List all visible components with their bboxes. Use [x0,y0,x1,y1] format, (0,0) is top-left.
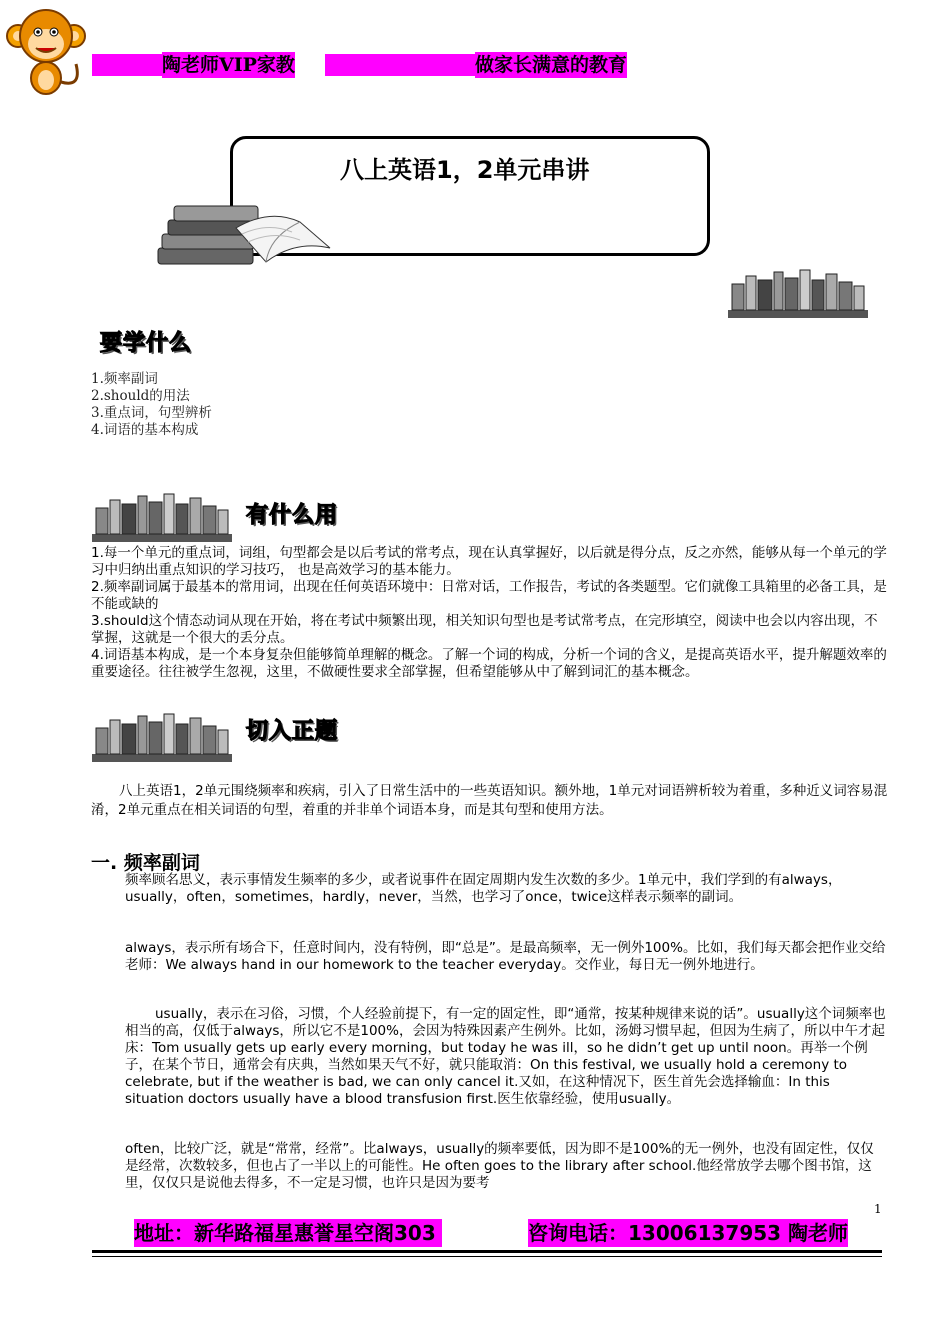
list-item: 2.should的用法 [91,388,190,404]
footer-phone: 咨询电话：13006137953 陶老师 [528,1221,849,1245]
list-item: 3.重点词，句型辨析 [91,405,212,421]
header-brand: 陶老师VIP家教 [162,54,295,76]
bookshelf-icon [90,710,234,764]
use-list [91,545,891,681]
footer-rule [92,1250,882,1253]
section-heading-learn: 要学什么 [100,331,193,356]
list-item: 4.词语基本构成，是一个本身复杂但能够简单理解的概念。了解一个词的构成，分析一个词的含义，是提高英语水平，提升解题效率的重要途径。往往被学生忽视，这里，不做硬性要求全部掌握，但希望能够从中了解到词汇的基本概念。 [91,647,887,680]
body-paragraph: often，比较广泛，就是“常常，经常”。比always，usually的频率要低，因为即不是100%的无一例外，也没有固定性，仅仅是经常，次数较多，但也占了一半以上的可能性。He often goes to the library after school.他经常放学去哪个图书馆，这里，仅仅只是说他去得多，不一定是习惯，也许只是因为要考 [125,1141,874,1191]
intro-paragraph: 八上英语1，2单元围绕频率和疾病，引入了日常生活中的一些英语知识。额外地，1单元对词语辨析较为着重，多种近义词容易混淆，2单元重点在相关词语的句型，着重的并非单个词语本身，而是其句型和使用方法。 [91,783,888,818]
list-item: 3.should这个情态动词从现在开始，将在考试中频繁出现，相关知识句型也是考试常考点，在完形填空，阅读中也会以内容出现，不掌握，这就是一个很大的丢分点。 [91,613,878,646]
body-paragraph: always，表示所有场合下，任意时间内，没有特例，即“总是”。是最高频率，无一例外100%。比如，我们每天都会把作业交给老师：We always hand in our homework to the teacher everyday。交作业，每日无一例外地进行。 [125,940,886,973]
body-paragraph: 频率顾名思义，表示事情发生频率的多少，或者说事件在固定周期内发生次数的多少。1单元中，我们学到的有always，usually，often，sometimes，hardly，never，当然，也学习了once，twice这样表示频率的副词。 [125,872,842,905]
header-slogan: 做家长满意的教育 [475,54,628,76]
list-item: 4.词语的基本构成 [91,422,199,438]
list-item: 2.频率副词属于最基本的常用词，出现在任何英语环境中：日常对话，工作报告，考试的各类题型。它们就像工具箱里的必备工具，是不能或缺的 [91,579,887,612]
header-accent-bar [325,54,475,76]
learn-list [91,371,212,439]
page-title: 八上英语1，2单元串讲 [340,156,590,184]
bookshelf-icon [726,266,870,320]
footer-address: 地址：新华路福星惠誉星空阁303 [134,1219,442,1247]
subsection-heading: 一. 频率副词 [91,852,200,874]
section-heading-use: 有什么用 [246,503,339,528]
footer-rule [92,1256,882,1257]
page-number: 1 [874,1202,882,1216]
monkey-logo-icon [6,2,86,100]
bookshelf-icon [90,490,234,544]
body-paragraph: usually，表示在习俗，习惯，个人经验前提下，有一定的固定性，即“通常，按某种规律来说的话”。usually这个词频率也相当的高，仅低于always，所以它不是100%，会因为特殊因素产生例外。比如，汤姆习惯早起，但因为生病了，所以中午才起床：Tom usually gets up early every morning，but today he was ill，so he didn’t get up until noon。再举一个例子，在某个节日，通常会有庆典，当然如果天气不好，就只能取消：On this festival, we usually hold a ceremony to celebrate, but if the weather is bad, we can only cancel it.又如，在这种情况下，医生首先会选择输血：In this situation doctors usually have a blood transfusion first.医生依靠经验，使用usually。 [125,1006,886,1107]
books-pile-icon [150,188,335,278]
list-item: 1.频率副词 [91,371,158,387]
list-item: 1.每一个单元的重点词，词组，句型都会是以后考试的常考点，现在认真掌握好，以后就是得分点，反之亦然，能够从每一个单元的学习中归纳出重点知识的学习技巧， 也是高效学习的基本能力。 [91,545,887,578]
header-accent-bar [92,54,162,76]
section-heading-main: 切入正题 [246,719,339,744]
